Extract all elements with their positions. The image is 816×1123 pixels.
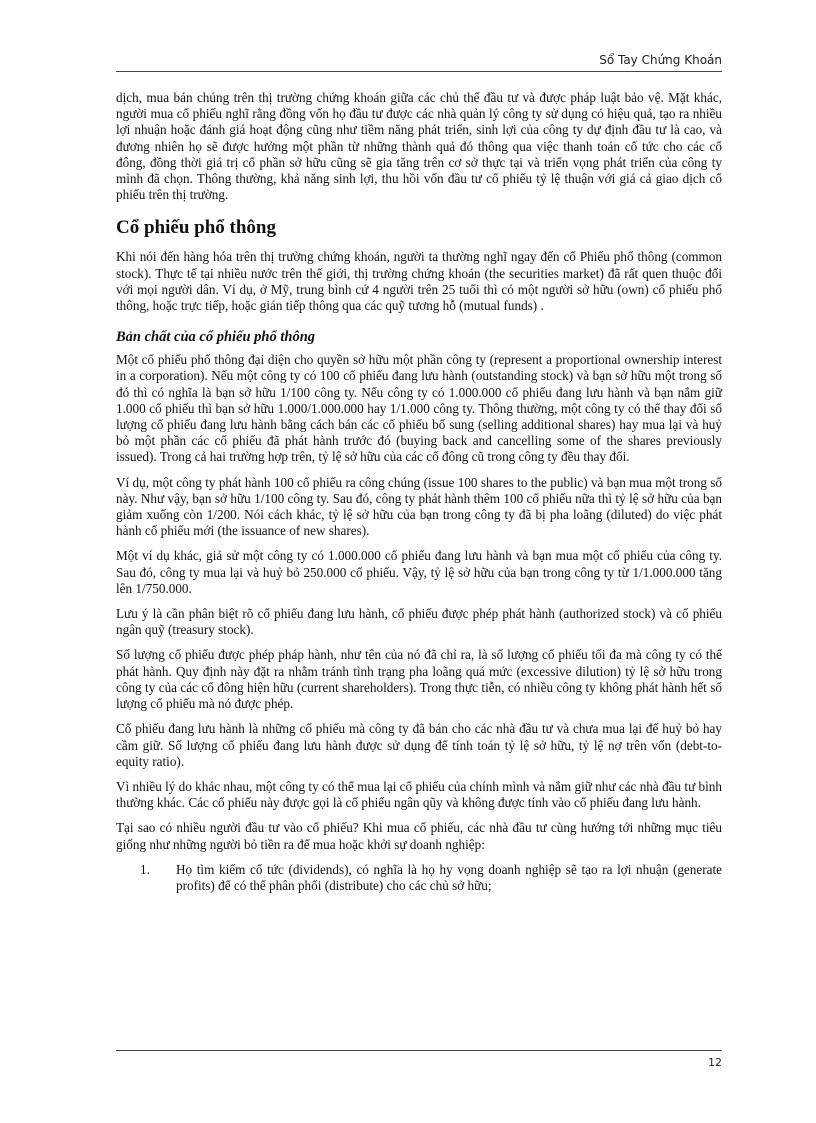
section-heading: Cổ phiếu phổ thông (116, 217, 276, 239)
body-paragraph: Số lượng cổ phiếu được phép pháp hành, như tên của nó đã chỉ ra, là số lượng cổ phiếu tối đa mà công ty có thể phát hành. Quy định này đặt ra nhằm tránh tình trạng pha loãng quá mức (excessive dilution) tỷ lệ sở hữu trong công ty của các cổ đông hiện hữu (current shareholders). Trong thực tiễn, có nhiều công ty không phát hành hết số lượng cổ phiếu mà nó được phép. (116, 647, 722, 712)
subsection-heading: Bản chất của cổ phiếu phổ thông (116, 329, 316, 346)
body-paragraph: Một ví dụ khác, giả sử một công ty có 1.000.000 cổ phiếu đang lưu hành và bạn mua một cổ phiếu của công ty. Sau đó, công ty mua lại và huỷ bỏ 250.000 cổ phiếu. Vậy, tỷ lệ sở hữu của bạn trong công ty từ 1/1.000.000 tăng lên 1/750.000. (116, 548, 722, 596)
page-number: 12 (708, 1056, 722, 1069)
body-paragraph: Một cổ phiếu phổ thông đại diện cho quyền sở hữu một phần công ty (represent a proportional ownership interest in a corporation). Nếu một công ty có 100 cổ phiếu đang lưu hành (outstanding stock) và bạn sở hữu một trong số đó thì có nghĩa là bạn sở hữu 1/100 công ty. Nếu công ty có 1.000.000 cổ phiếu đang lưu hành và bạn nắm giữ 1.000 cổ phiếu thì bạn sở hữu 1.000/1.000.000 hay 1/1.000 công ty. Thông thường, một công ty có thể thay đổi số lượng cổ phiếu đang lưu hành bằng cách bán các cổ phiếu bổ sung (selling additional shares) hay mua lại và huỷ bỏ một phần các cổ phiếu đã phát hành trước đó (buying back and cancelling some of the shares previously issued). Trong cả hai trường hợp trên, tỷ lệ sở hữu của các cổ đông cũ trong công ty đều thay đổi. (116, 352, 722, 465)
running-header: Sổ Tay Chứng Khoán (599, 53, 722, 67)
list-item (140, 862, 722, 894)
body-paragraph: Tại sao có nhiều người đầu tư vào cổ phiếu? Khi mua cổ phiếu, các nhà đầu tư cùng hướng tới những mục tiêu giống như những người bỏ tiền ra để mua hoặc khởi sự doanh nghiệp: (116, 820, 722, 852)
numbered-list (116, 862, 722, 894)
body-paragraph: Cổ phiếu đang lưu hành là những cổ phiếu mà công ty đã bán cho các nhà đầu tư và chưa mua lại để huỷ bỏ hay cầm giữ. Số lượng cổ phiếu đang lưu hành được sử dụng để tính toán tỷ lệ sở hữu, tỷ lệ nợ trên vốn (debt-to-equity ratio). (116, 721, 722, 769)
intro-paragraph: dịch, mua bán chúng trên thị trường chứng khoán giữa các chủ thể đầu tư và được pháp luật bảo vệ. Mặt khác, người mua cổ phiếu nghĩ rằng đồng vốn họ đầu tư được các nhà quản lý công ty sử dụng có hiệu quả, tạo ra nhiều lợi nhuận hoặc đánh giá hoạt động cũng như tiềm năng phát triển, sinh lợi của công ty dự định đầu tư là cao, và đương nhiên họ sẽ được hưởng một phần từ những thành quả đó thông qua việc thanh toán cổ tức cho các cổ đông, đồng thời giá trị cổ phần sở hữu cũng sẽ gia tăng trên cơ sở thực tại và triển vọng phát triển của công ty mình đã chọn. Thông thường, khả năng sinh lợi, thu hồi vốn đầu tư cổ phiếu tỷ lệ thuận với giá cả giao dịch cổ phiếu trên thị trường. (116, 90, 722, 203)
body-paragraph: Vì nhiều lý do khác nhau, một công ty có thể mua lại cổ phiếu của chính mình và nắm giữ như các nhà đầu tư bình thường khác. Các cổ phiếu này được gọi là cổ phiếu ngân qũy và không được tính vào cổ phiếu đang lưu hành. (116, 778, 722, 811)
page-content (116, 90, 722, 894)
list-item-text: Họ tìm kiếm cổ tức (dividends), có nghĩa là họ hy vọng doanh nghiệp sẽ tạo ra lợi nhuận (generate profits) để có thể phân phối (distribute) cho các chủ sở hữu; (176, 861, 722, 893)
list-item-number: 1. (140, 861, 150, 877)
body-paragraph: Lưu ý là cần phân biệt rõ cổ phiếu đang lưu hành, cổ phiếu được phép phát hành (authorized stock) và cổ phiếu ngân quỹ (treasury stock). (116, 606, 722, 638)
footer-divider (116, 1050, 722, 1051)
body-paragraph: Ví dụ, một công ty phát hành 100 cổ phiếu ra công chúng (issue 100 shares to the public) và bạn mua một trong số này. Như vậy, bạn sở hữu 1/100 công ty. Sau đó, công ty phát hành thêm 100 cổ phiếu nữa thì tỷ lệ sở hữu của bạn giảm xuống còn 1/200. Nói cách khác, tỷ lệ sở hữu của bạn trong công ty đã bị pha loãng (diluted) do việc phát hành cổ phiếu mới (the issuance of new shares). (116, 474, 722, 539)
header-divider (116, 71, 722, 72)
section-paragraph: Khi nói đến hàng hóa trên thị trường chứng khoán, người ta thường nghĩ ngay đến cổ Phiếu phổ thông (common stock). Thực tế tại nhiều nước trên thế giới, thị trường chứng khoán (the securities market) đã rất quen thuộc đối với mọi người dân. Ví dụ, ở Mỹ, trung bình cứ 4 người trên 25 tuổi thì có một người sở hữu (own) cổ phiếu phổ thông, hoặc trực tiếp, hoặc gián tiếp thông qua các quỹ tương hỗ (mutual funds) . (116, 249, 722, 314)
